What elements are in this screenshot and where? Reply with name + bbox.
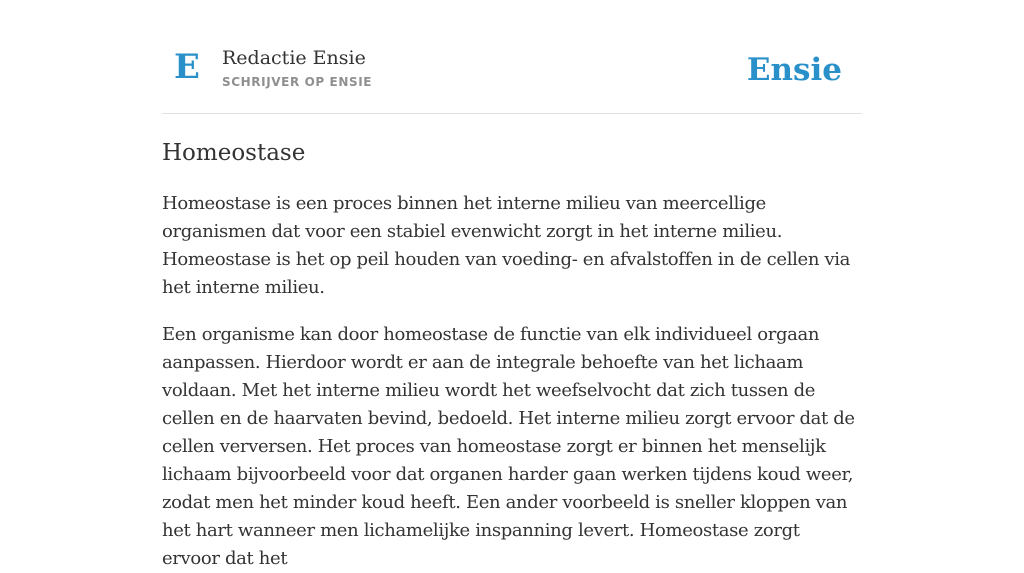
article-paragraph: Homeostase is een proces binnen het interne milieu van meercellige organismen dat voor een stabiel evenwicht zorgt in het interne milieu. Homeostase is het op peil houden van voeding- en afvalstoffen in de cellen via het interne milieu.: [162, 193, 851, 298]
ensie-logo[interactable]: Ensie: [746, 52, 842, 88]
article-title: Homeostase: [162, 140, 306, 166]
author-role: SCHRIJVER OP ENSIE: [222, 75, 373, 89]
article-paragraph: Een organisme kan door homeostase de functie van elk individueel orgaan aanpassen. Hierdoor wordt er aan de integrale behoefte van het lichaam voldaan. Met het interne milieu wordt het weefselvocht dat zich tussen de cellen en de haarvaten bevind, bedoeld. Het interne milieu zorgt ervoor dat de cellen verversen. Het proces van homeostase zorgt er binnen het menselijk lichaam bijvoorbeeld voor dat organen harder gaan werken tijdens koud weer, zodat men het minder koud heeft. Een ander voorbeeld is sneller kloppen van het hart wanneer men lichamelijke inspanning levert. Homeostase zorgt ervoor dat het: [162, 324, 855, 569]
author-avatar[interactable]: E: [174, 47, 200, 87]
author-name[interactable]: Redactie Ensie: [222, 47, 366, 69]
article: [162, 0, 862, 573]
author-bar: [162, 0, 862, 114]
